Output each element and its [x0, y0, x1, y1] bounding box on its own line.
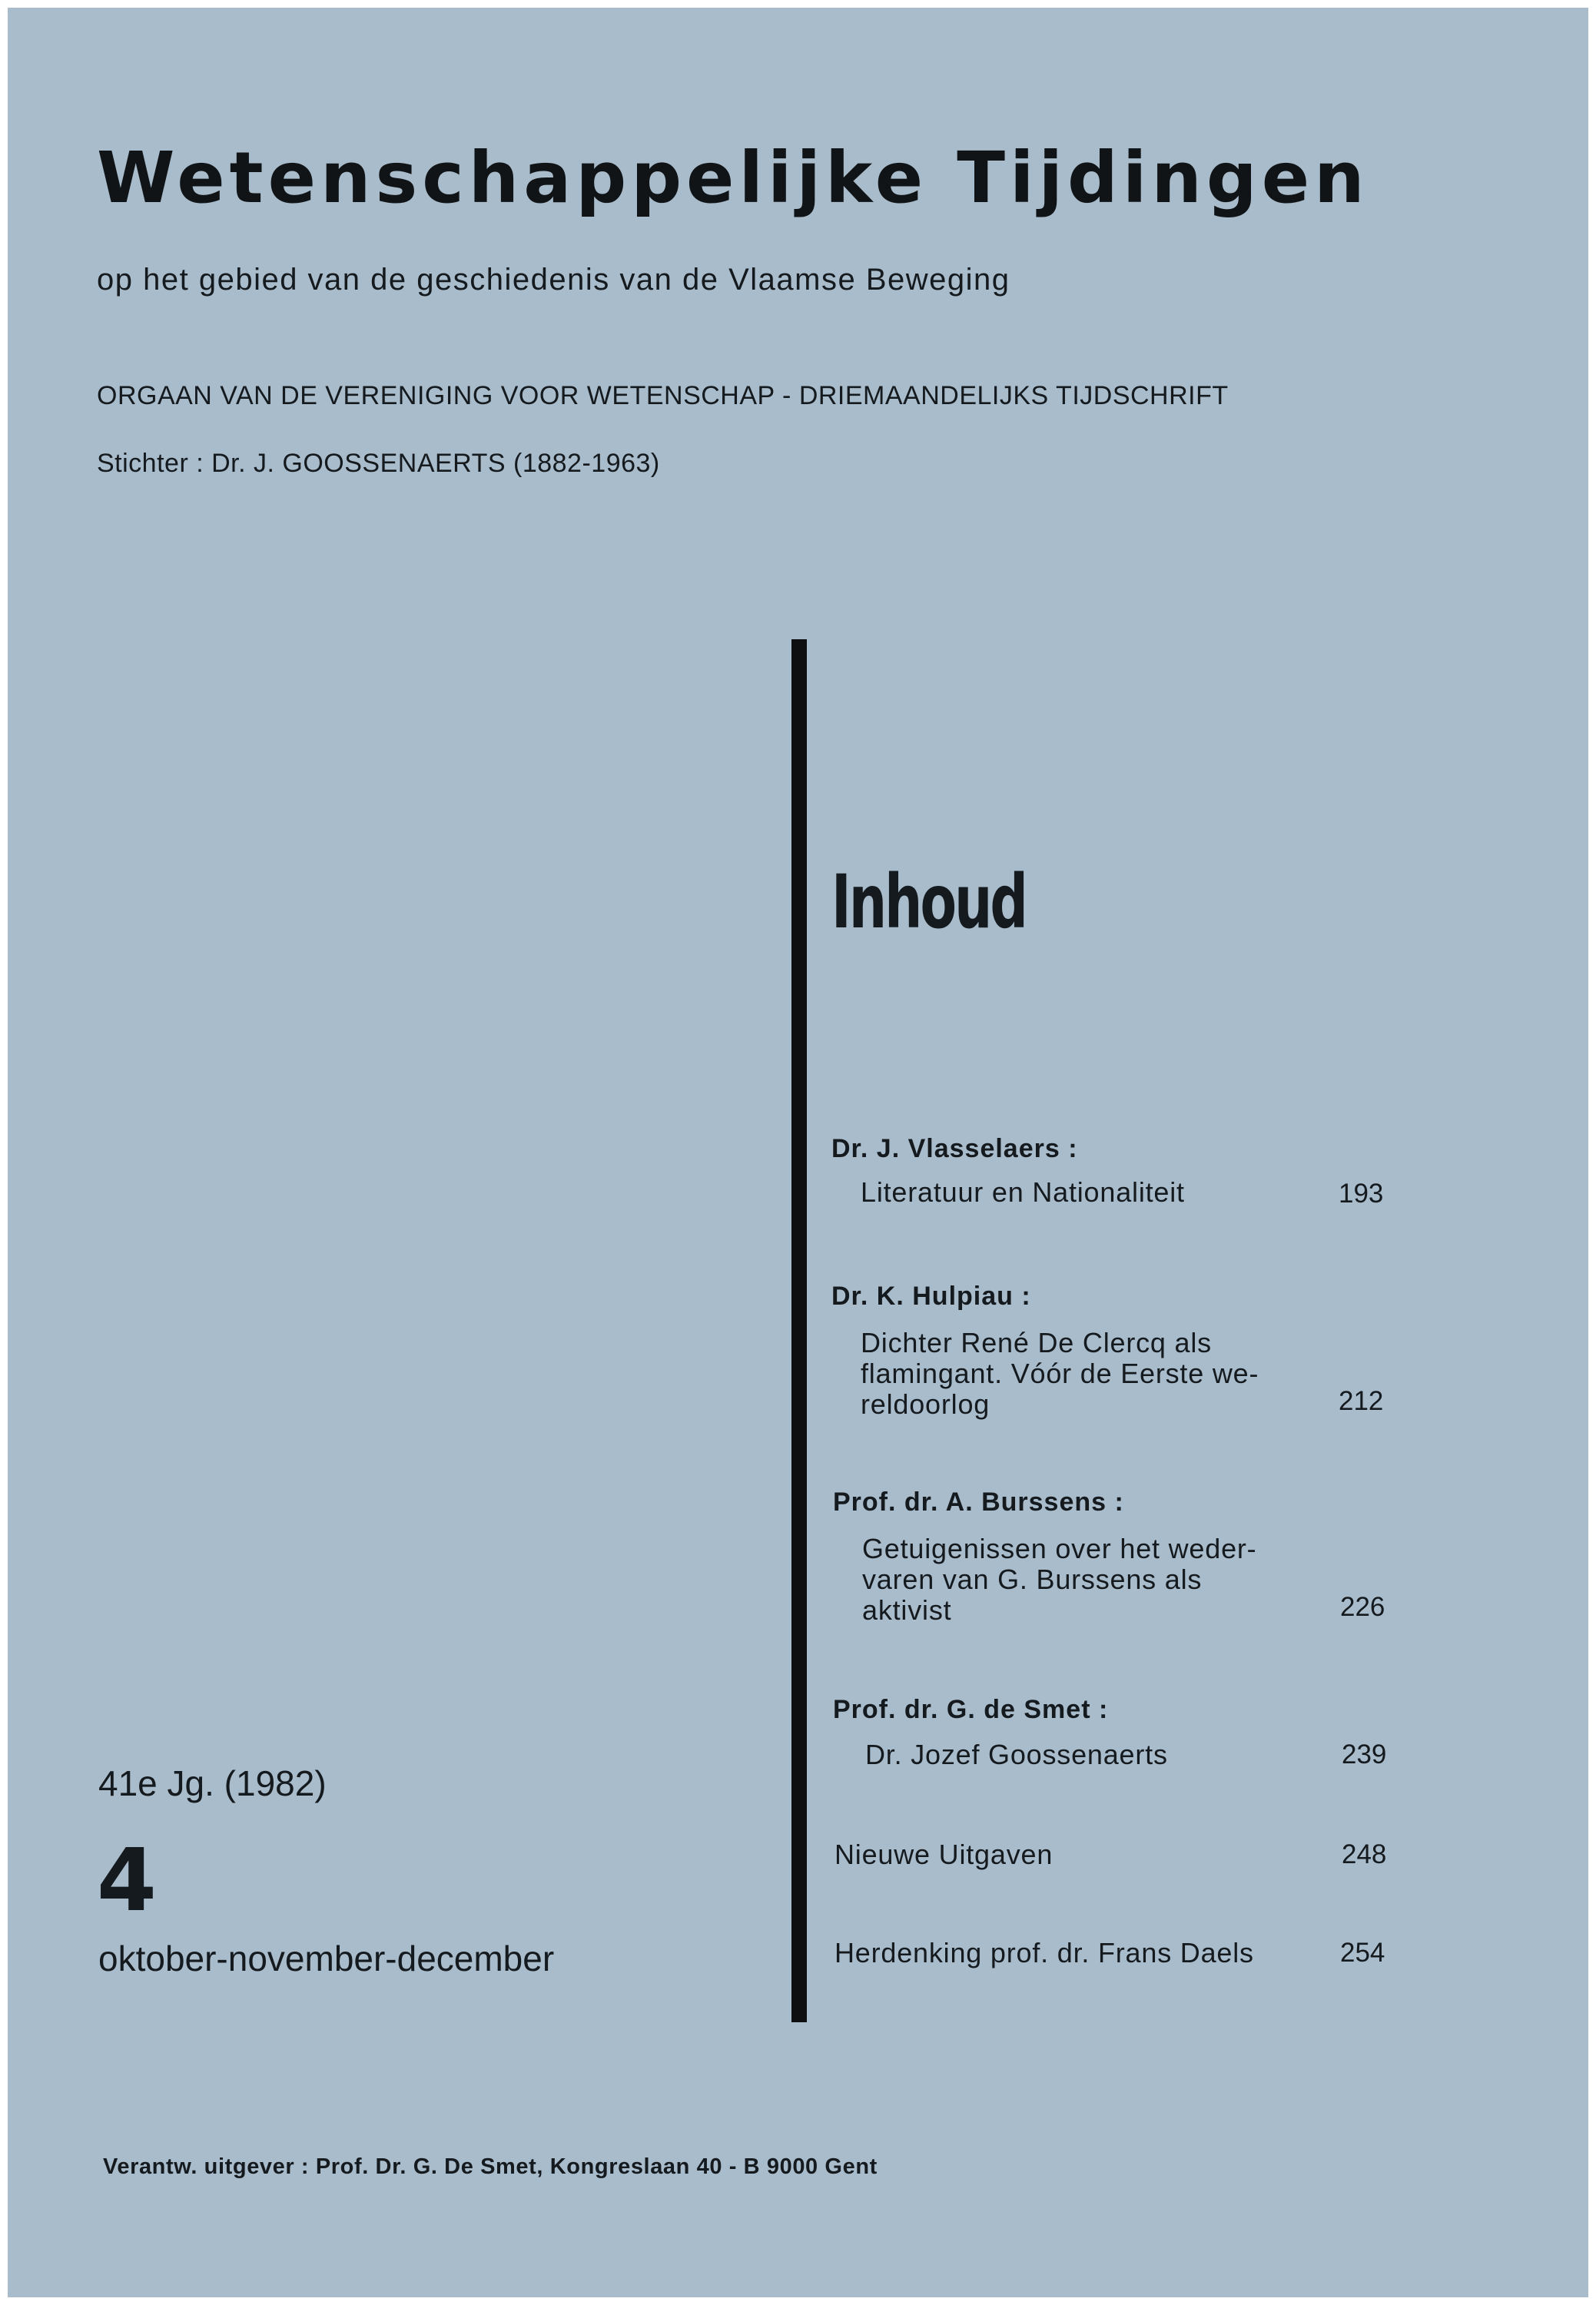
- toc-page-3: 226: [1340, 1592, 1385, 1622]
- organ-line: ORGAAN VAN DE VERENIGING VOOR WETENSCHAP - DRIEMAANDELIJKS TIJDSCHRIFT: [97, 381, 1229, 410]
- contents-heading: Inhoud: [831, 859, 1027, 945]
- volume-year: 41e Jg. (1982): [98, 1763, 327, 1803]
- toc-title-2-line-1: Dichter René De Clercq als: [861, 1327, 1212, 1358]
- toc-page-1: 193: [1339, 1179, 1384, 1209]
- toc-title-5: Nieuwe Uitgaven: [834, 1839, 1053, 1870]
- toc-page-6: 254: [1340, 1938, 1385, 1968]
- toc-title-2-line-2: flamingant. Vóór de Eerste we-: [861, 1358, 1259, 1389]
- toc-author-2: Dr. K. Hulpiau :: [831, 1282, 1031, 1311]
- toc-title-1: Literatuur en Nationaliteit: [861, 1176, 1185, 1208]
- magazine-title: Wetenschappelijke Tijdingen: [97, 137, 1369, 219]
- toc-title-3-line-2: varen van G. Burssens als: [862, 1564, 1203, 1595]
- issue-months: oktober-november-december: [98, 1939, 555, 1978]
- toc-page-5: 248: [1342, 1839, 1387, 1869]
- toc-title-4: Dr. Jozef Goossenaerts: [865, 1739, 1168, 1770]
- founder-line: Stichter : Dr. J. GOOSSENAERTS (1882-1963): [97, 449, 660, 478]
- toc-title-3-line-1: Getuigenissen over het weder-: [862, 1533, 1257, 1564]
- issue-number: 4: [97, 1831, 157, 1931]
- toc-title-2-line-3: reldoorlog: [861, 1388, 990, 1420]
- magazine-cover: [8, 8, 1588, 2297]
- toc-author-4: Prof. dr. G. de Smet :: [833, 1695, 1109, 1724]
- toc-page-4: 239: [1342, 1740, 1387, 1769]
- toc-page-2: 212: [1339, 1386, 1384, 1416]
- toc-title-3-line-3: aktivist: [862, 1594, 952, 1626]
- magazine-subtitle: op het gebied van de geschiedenis van de Vlaamse Beweging: [97, 263, 1010, 297]
- toc-author-3: Prof. dr. A. Burssens :: [833, 1487, 1124, 1517]
- toc-title-6: Herdenking prof. dr. Frans Daels: [834, 1937, 1254, 1968]
- publisher-line: Verantw. uitgever : Prof. Dr. G. De Smet, Kongreslaan 40 - B 9000 Gent: [103, 2154, 878, 2179]
- toc-author-1: Dr. J. Vlasselaers :: [831, 1134, 1078, 1163]
- vertical-divider: [791, 639, 807, 2022]
